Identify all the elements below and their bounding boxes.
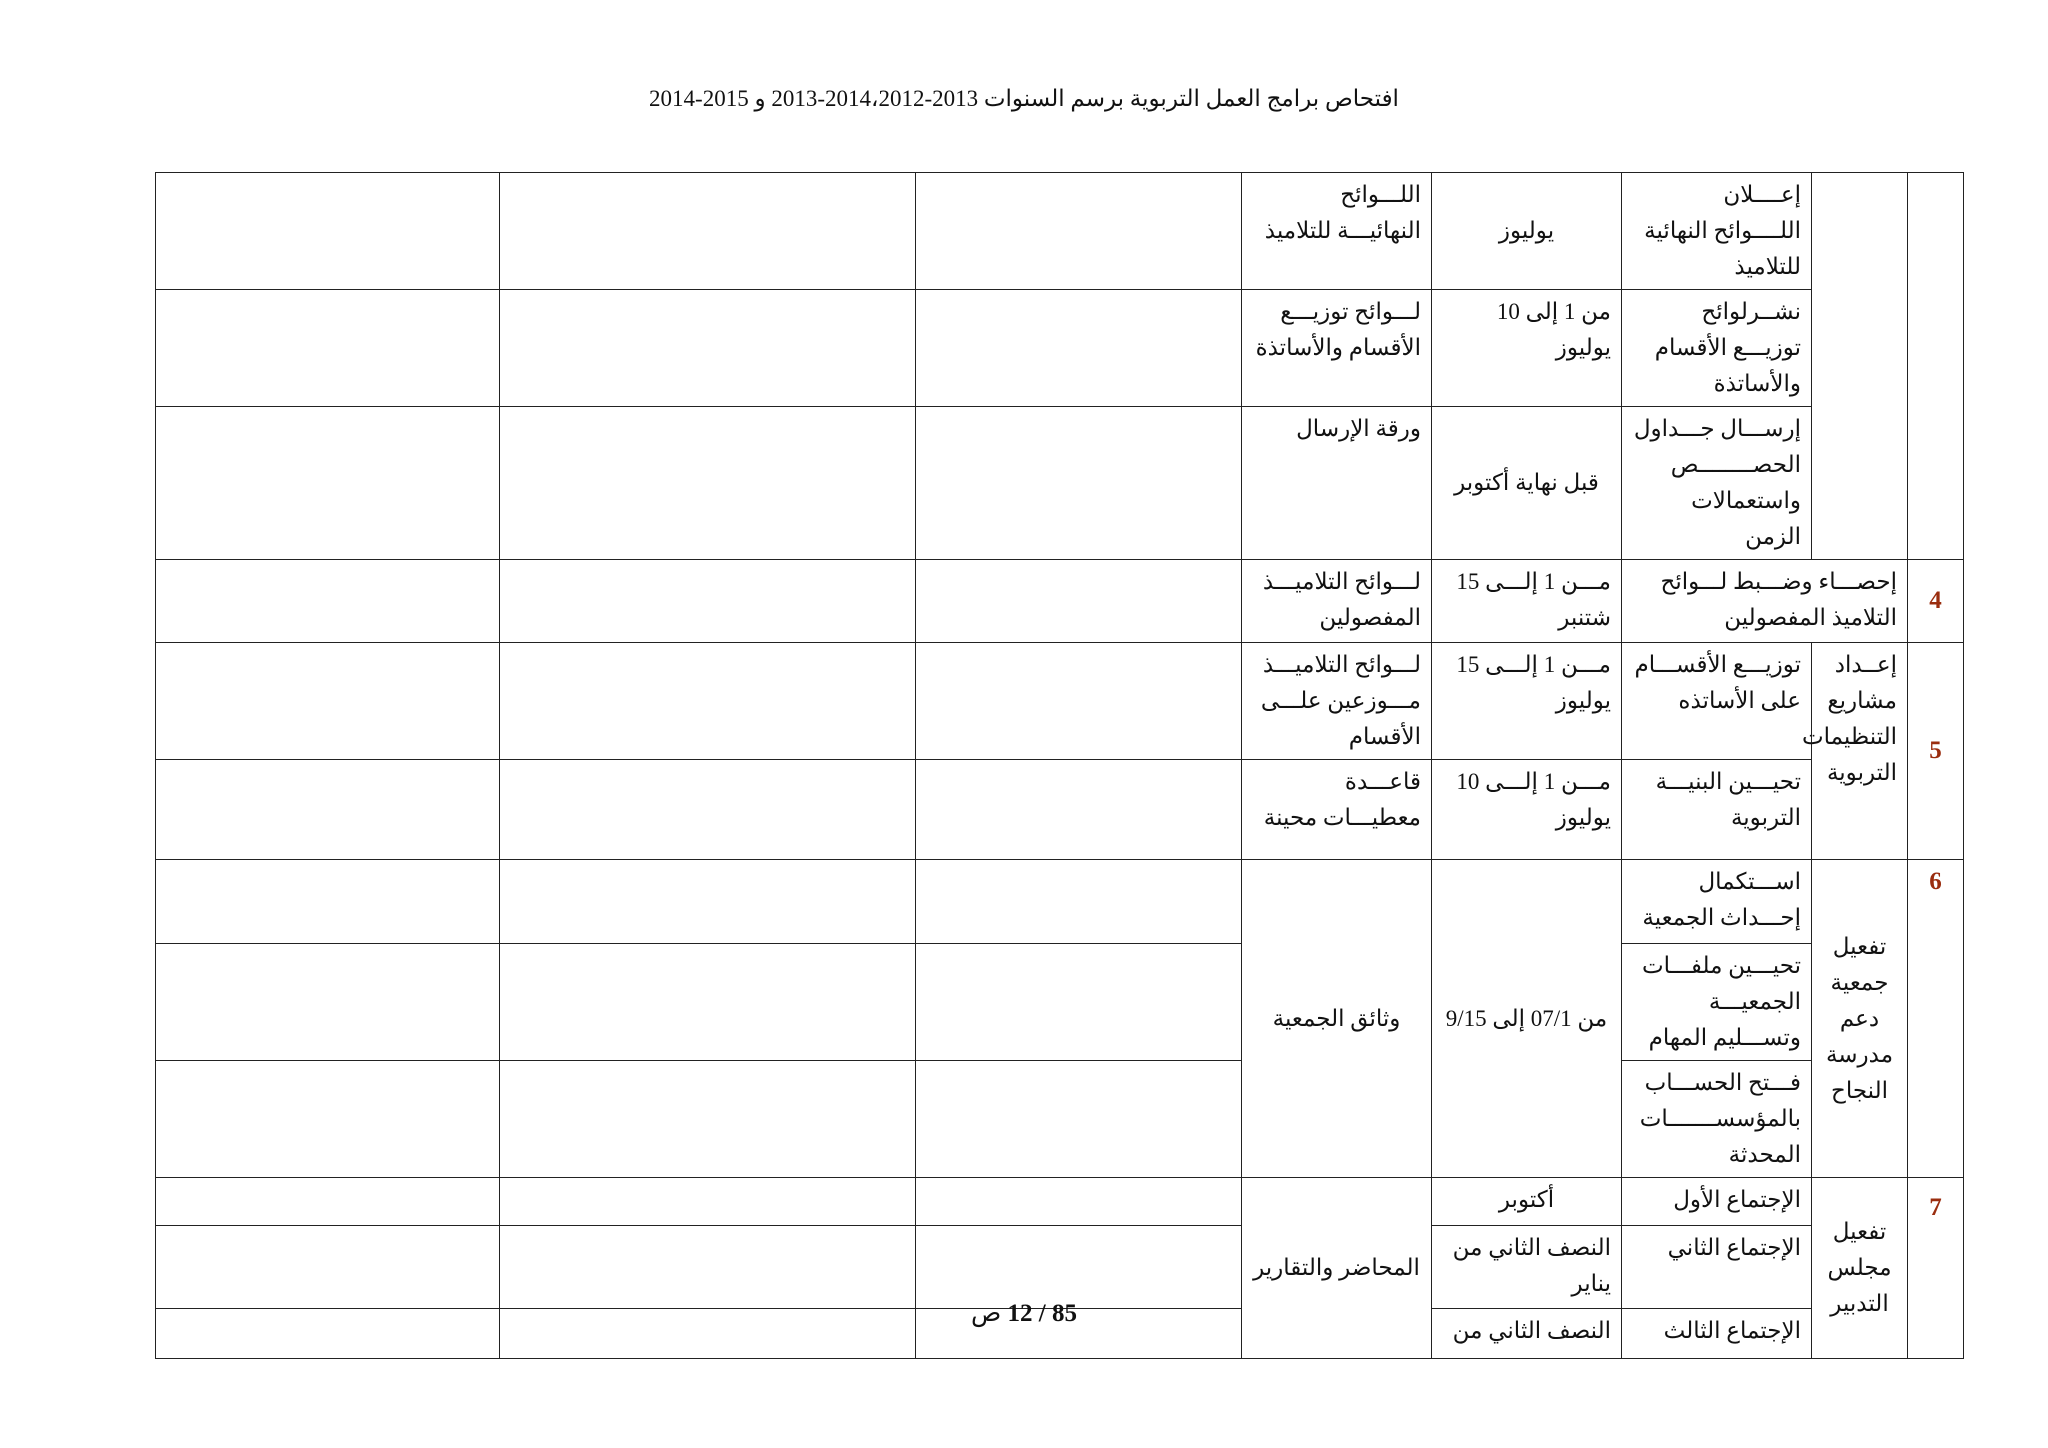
empty-cell (500, 760, 916, 860)
empty-cell (916, 860, 1242, 944)
action-cell: اســـتكمال إحـــداث الجمعية (1622, 860, 1812, 944)
empty-cell (156, 560, 500, 643)
date-cell: مـــن 1 إلـــى 10 يوليوز (1432, 760, 1622, 860)
empty-cell (916, 173, 1242, 290)
num-cell-cont (1908, 173, 1964, 560)
action-cell: إحصـــاء وضـــبط لـــوائح التلاميذ المفصولين (1622, 560, 1908, 643)
action-cell: الإجتماع الأول (1622, 1178, 1812, 1226)
empty-cell (916, 760, 1242, 860)
page-header: افتحاص برامج العمل التربوية برسم السنوات 2012-2013،2013-2014 و 2014-2015 (649, 86, 1399, 111)
empty-cell (156, 1226, 500, 1309)
action-cell: الإجتماع الثالث (1622, 1309, 1812, 1359)
table-row (156, 1226, 1964, 1309)
empty-cell (916, 1178, 1242, 1226)
date-cell: يوليوز (1432, 173, 1622, 290)
empty-cell (500, 1226, 916, 1309)
action-cell: تحيـــين البنيـــة التربوية (1622, 760, 1812, 860)
doc-cell: المحاضر والتقارير (1242, 1178, 1432, 1359)
empty-cell (916, 1061, 1242, 1178)
action-cell: توزيـــع الأقســـام على الأساتذه (1622, 643, 1812, 760)
empty-cell (156, 173, 500, 290)
empty-cell (500, 1178, 916, 1226)
empty-cell (156, 760, 500, 860)
action-cell: إعــــلان اللــــوائح النهائية للتلاميذ (1622, 173, 1812, 290)
header-title: افتحاص برامج العمل التربوية برسم السنوات (983, 86, 1399, 111)
empty-cell (916, 643, 1242, 760)
objective-cell: إعــداد مشاريع التنظيمات التربوية (1812, 643, 1908, 860)
doc-cell: لـــوائح توزيـــع الأقسام والأساتذة (1242, 290, 1432, 407)
table-row (156, 290, 1964, 407)
date-cell: أكتوبر (1432, 1178, 1622, 1226)
table-row (156, 760, 1964, 860)
empty-cell (500, 860, 916, 944)
empty-cell (500, 290, 916, 407)
empty-cell (156, 860, 500, 944)
row-number: 7 (1908, 1178, 1964, 1359)
page-suffix: ص (971, 1300, 1002, 1327)
empty-cell (916, 1226, 1242, 1309)
table-row (156, 944, 1964, 1061)
action-cell: الإجتماع الثاني (1622, 1226, 1812, 1309)
empty-cell (156, 1178, 500, 1226)
objective-cell: تفعيل مجلس التدبير (1812, 1178, 1908, 1359)
empty-cell (156, 1061, 500, 1178)
table-row (156, 860, 1964, 944)
row-number: 5 (1908, 643, 1964, 860)
doc-cell: اللـــوائح النهائيـــة للتلاميذ (1242, 173, 1432, 290)
header-years-2: 2013-2014 (771, 86, 871, 111)
table-row (156, 1178, 1964, 1226)
header-conj: و (754, 86, 766, 111)
table-row (156, 173, 1964, 290)
doc-cell: وثائق الجمعية (1242, 860, 1432, 1178)
empty-cell (156, 290, 500, 407)
action-cell: تحيـــين ملفـــات الجمعيـــة وتســـليم المهام (1622, 944, 1812, 1061)
doc-cell: لـــوائح التلاميـــذ المفصولين (1242, 560, 1432, 643)
date-cell: مـــن 1 إلـــى 15 شتنبر (1432, 560, 1622, 643)
empty-cell (156, 944, 500, 1061)
empty-cell (916, 290, 1242, 407)
doc-cell: قاعـــدة معطيـــات محينة (1242, 760, 1432, 860)
table-row (156, 643, 1964, 760)
table-row (156, 407, 1964, 560)
date-cell: النصف الثاني من (1432, 1309, 1622, 1359)
action-cell: فـــتح الحســـاب بالمؤسســـــــات المحدثة (1622, 1061, 1812, 1178)
program-table (155, 172, 1964, 1359)
empty-cell (156, 643, 500, 760)
row-number: 4 (1908, 560, 1964, 643)
empty-cell (500, 407, 916, 560)
date-cell: قبل نهاية أكتوبر (1432, 407, 1622, 560)
empty-cell (500, 173, 916, 290)
empty-cell (916, 560, 1242, 643)
doc-cell: لـــوائح التلاميـــذ مـــوزعين علـــى الأقسام (1242, 643, 1432, 760)
empty-cell (916, 944, 1242, 1061)
empty-cell (500, 560, 916, 643)
doc-cell: ورقة الإرسال (1242, 407, 1432, 560)
table-row (156, 560, 1964, 643)
action-cell: نشــرلوائح توزيـــع الأقسام والأساتذة (1622, 290, 1812, 407)
empty-cell (500, 944, 916, 1061)
empty-cell (500, 1061, 916, 1178)
page-footer (0, 1298, 2048, 1328)
empty-cell (916, 407, 1242, 560)
date-cell: من 07/1 إلى 9/15 (1432, 860, 1622, 1178)
action-cell: إرســـال جـــداول الحصــــــــص واستعمالات الزمن (1622, 407, 1812, 560)
date-cell: من 1 إلى 10 يوليوز (1432, 290, 1622, 407)
header-years-3: 2014-2015 (649, 86, 749, 111)
empty-cell (156, 407, 500, 560)
page-total: 85 (1051, 1300, 1077, 1327)
date-cell: النصف الثاني من يناير (1432, 1226, 1622, 1309)
page-slash: / (1038, 1300, 1046, 1327)
objective-cell-cont (1812, 173, 1908, 560)
table-row (156, 1061, 1964, 1178)
date-cell: مـــن 1 إلـــى 15 يوليوز (1432, 643, 1622, 760)
empty-cell (500, 643, 916, 760)
header-years-1: 2012-2013 (878, 86, 979, 111)
page-current: 12 (1007, 1300, 1033, 1327)
objective-cell: تفعيل جمعية دعم مدرسة النجاح (1812, 860, 1908, 1178)
row-number: 6 (1908, 860, 1964, 1178)
